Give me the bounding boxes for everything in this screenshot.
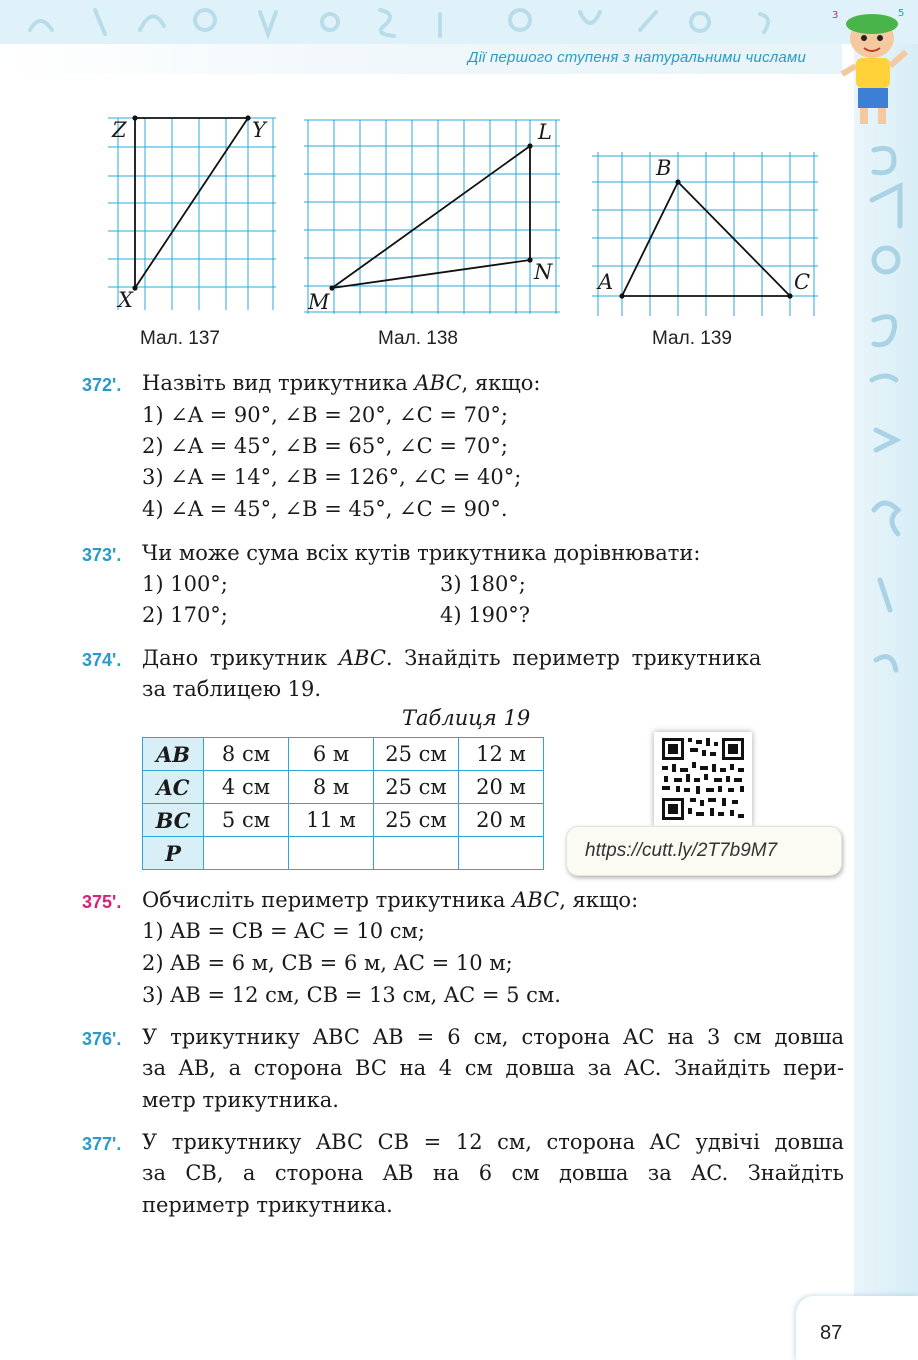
table-cell: [459, 837, 544, 870]
running-title: Дії першого ступеня з натуральними числами: [467, 49, 806, 66]
exercise-373-option: 3) 180°;: [440, 572, 526, 596]
qr-code-icon: [654, 732, 752, 826]
side-strip-digits: [854, 130, 918, 710]
svg-text:3: 3: [832, 10, 839, 21]
exercise-375-item: 1) AB = CB = AC = 10 см;: [142, 919, 425, 943]
table-cell: 8 см: [204, 738, 289, 771]
table-cell: 20 м: [459, 804, 544, 837]
exercise-374-line-2: за таблицею 19.: [142, 677, 322, 701]
table-cell: 20 м: [459, 771, 544, 804]
vertex-label-b: B: [656, 156, 672, 180]
vertex-label-a: A: [598, 270, 614, 294]
mascot-illustration: [828, 4, 918, 128]
header-decoration: [0, 0, 840, 44]
exercise-377-number: 377'.: [82, 1134, 122, 1154]
exercise-372-item: 3) ∠A = 14°, ∠B = 126°, ∠C = 40°;: [142, 465, 522, 489]
table-cell: [374, 837, 459, 870]
figure-139-drawing: [592, 150, 824, 320]
url-link[interactable]: https://cutt.ly/2T7b9M7: [585, 840, 778, 861]
vertex-label-y: Y: [252, 118, 266, 142]
table-cell: 4 см: [204, 771, 289, 804]
table-cell: 25 см: [374, 771, 459, 804]
vertex-label-z: Z: [112, 118, 127, 142]
table-cell: 11 м: [289, 804, 374, 837]
table-row: [143, 771, 544, 804]
table-row-header: P: [143, 837, 204, 870]
page-number-tab: [796, 1296, 918, 1360]
table-cell: 12 м: [459, 738, 544, 771]
exercise-373-option: 4) 190°?: [440, 603, 531, 627]
figure-138-caption: Мал. 138: [378, 328, 458, 349]
figure-138-drawing: [304, 118, 564, 318]
table-row-header: AC: [143, 771, 204, 804]
table-row: [143, 804, 544, 837]
exercise-377-line-2: за CB, а сторона AB на 6 см довша за AC. Знайдіть: [142, 1161, 844, 1185]
figure-137: [108, 110, 278, 320]
figure-137-caption: Мал. 137: [140, 328, 220, 349]
vertex-label-l: L: [538, 120, 552, 144]
table-row: [143, 837, 544, 870]
exercise-372-prompt: Назвіть вид трикутника ABC, якщо:: [142, 371, 541, 395]
exercise-375-item: 2) AB = 6 м, CB = 6 м, AC = 10 м;: [142, 951, 513, 975]
exercise-375-item: 3) AB = 12 см, CB = 13 см, AC = 5 см.: [142, 983, 561, 1007]
exercise-373-option: 1) 100°;: [142, 572, 228, 596]
table-row-header: AB: [143, 738, 204, 771]
vertex-label-m: M: [308, 290, 330, 314]
exercise-377-line-1: У трикутнику ABC CB = 12 см, сторона AC удвічі довша: [142, 1130, 844, 1154]
table-cell: [204, 837, 289, 870]
figure-138: [304, 118, 564, 318]
svg-text:5: 5: [898, 8, 905, 19]
vertex-label-n: N: [534, 260, 553, 284]
table-cell: 25 см: [374, 738, 459, 771]
exercise-375-prompt: Обчисліть периметр трикутника ABC, якщо:: [142, 888, 639, 912]
table-row-header: BC: [143, 804, 204, 837]
exercise-376-number: 376'.: [82, 1029, 122, 1049]
table-cell: 25 см: [374, 804, 459, 837]
table-cell: 6 м: [289, 738, 374, 771]
exercise-376-line-2: за AB, а сторона BC на 4 см довша за AC. Знайдіть пери-: [142, 1056, 844, 1080]
vertex-label-c: C: [794, 270, 811, 294]
exercise-377-line-3: периметр трикутника.: [142, 1193, 393, 1217]
table-19: [142, 737, 544, 870]
table-cell: 8 м: [289, 771, 374, 804]
exercise-373-prompt: Чи може сума всіх кутів трикутника дорівнювати:: [142, 541, 701, 565]
table-cell: [289, 837, 374, 870]
exercise-372-item: 4) ∠A = 45°, ∠B = 45°, ∠C = 90°.: [142, 497, 508, 521]
exercise-372-item: 1) ∠A = 90°, ∠B = 20°, ∠C = 70°;: [142, 403, 508, 427]
table-row: [143, 738, 544, 771]
exercise-372-item: 2) ∠A = 45°, ∠B = 65°, ∠C = 70°;: [142, 434, 508, 458]
exercise-373-number: 373'.: [82, 545, 122, 565]
exercise-372-number: 372'.: [82, 375, 122, 395]
exercise-373-option: 2) 170°;: [142, 603, 228, 627]
exercise-375-number: 375'.: [82, 892, 122, 912]
exercise-376-line-1: У трикутнику ABC AB = 6 см, сторона AC на 3 см довша: [142, 1025, 844, 1049]
table-19-caption: Таблиця 19: [402, 706, 531, 730]
exercise-374-line-1: Дано трикутник ABC. Знайдіть периметр трикутника: [142, 646, 762, 670]
figure-139-caption: Мал. 139: [652, 328, 732, 349]
table-cell: 5 см: [204, 804, 289, 837]
vertex-label-x: X: [118, 288, 133, 312]
exercise-376-line-3: метр трикутника.: [142, 1088, 339, 1112]
exercise-374-number: 374'.: [82, 650, 122, 670]
page-number: 87: [820, 1322, 843, 1344]
qr-code[interactable]: [654, 732, 752, 826]
figure-139: [592, 150, 824, 320]
